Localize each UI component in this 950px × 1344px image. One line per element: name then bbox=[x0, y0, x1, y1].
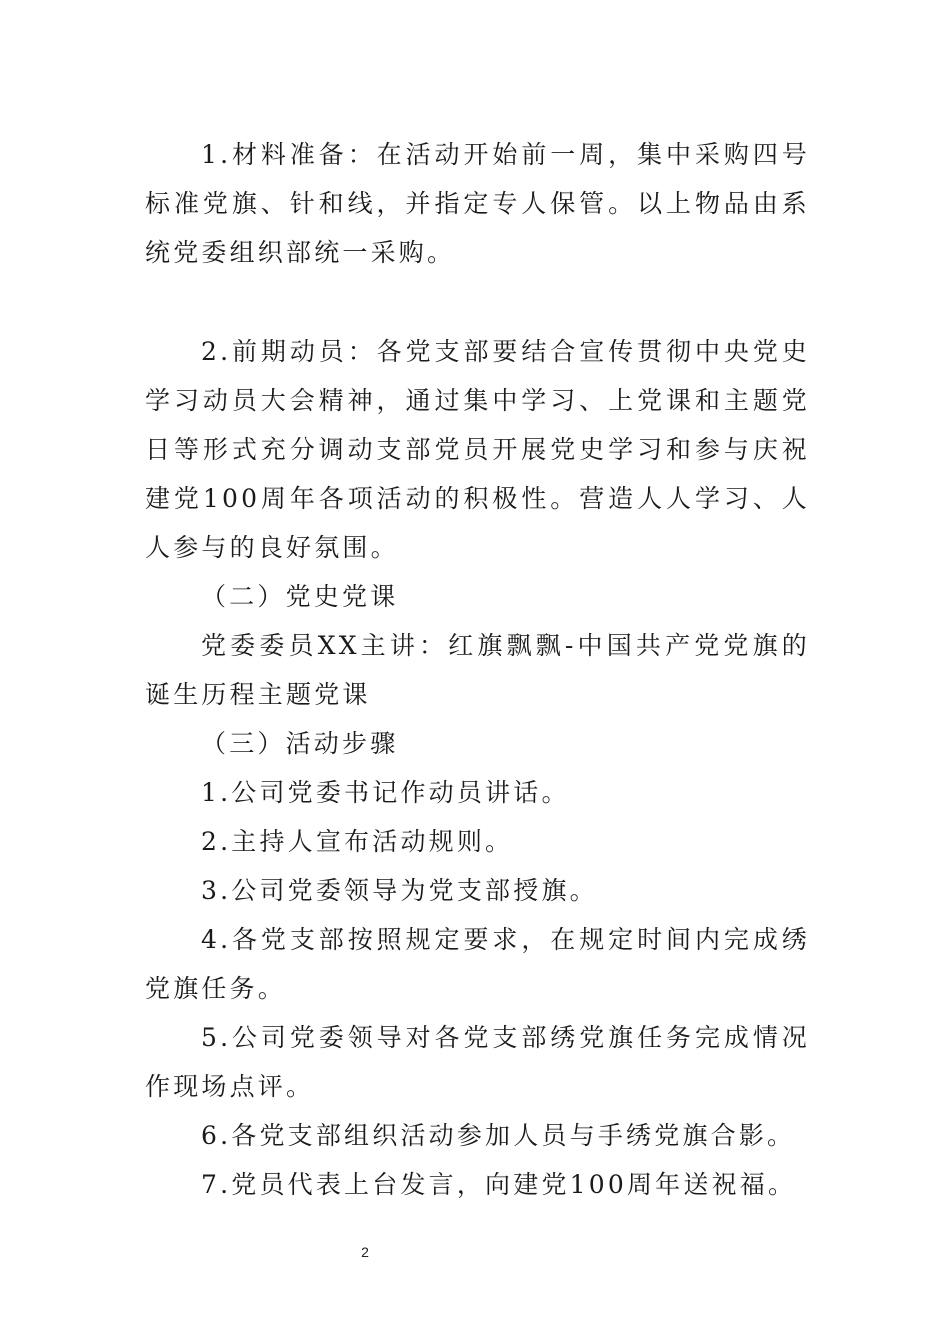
section-heading-party-history-lesson: （二）党史党课 bbox=[201, 582, 399, 611]
paragraph-lesson-speaker: 党委委员XX主讲：红旗飘飘-中国共产党党旗的诞生历程主题党课 bbox=[145, 631, 810, 709]
step-item-1: 1.公司党委书记作动员讲话。 bbox=[201, 778, 570, 807]
step-item-7: 7.党员代表上台发言，向建党100周年送祝福。 bbox=[201, 1170, 797, 1199]
paragraph-early-mobilization: 2.前期动员：各党支部要结合宣传贯彻中央党史学习动员大会精神，通过集中学习、上党课和主题党日等形式充分调动支部党员开展党史学习和参与庆祝建党100周年各项活动的积极性。营造人人学习、人人参与的良好氛围。 bbox=[145, 337, 810, 562]
step-item-3: 3.公司党委领导为党支部授旗。 bbox=[201, 876, 598, 905]
step-item-4: 4.各党支部按照规定要求，在规定时间内完成绣党旗任务。 bbox=[145, 925, 810, 1003]
paragraph-materials-preparation: 1.材料准备：在活动开始前一周，集中采购四号标准党旗、针和线，并指定专人保管。以上物品由系统党委组织部统一采购。 bbox=[145, 140, 810, 267]
step-item-2: 2.主持人宣布活动规则。 bbox=[201, 827, 514, 856]
document-body bbox=[145, 130, 810, 1209]
step-item-6: 6.各党支部组织活动参加人员与手绣党旗合影。 bbox=[201, 1121, 796, 1150]
step-item-5: 5.公司党委领导对各党支部绣党旗任务完成情况作现场点评。 bbox=[145, 1023, 810, 1101]
page-number: 2 bbox=[361, 1244, 369, 1260]
section-heading-activity-steps: （三）活动步骤 bbox=[201, 729, 399, 758]
